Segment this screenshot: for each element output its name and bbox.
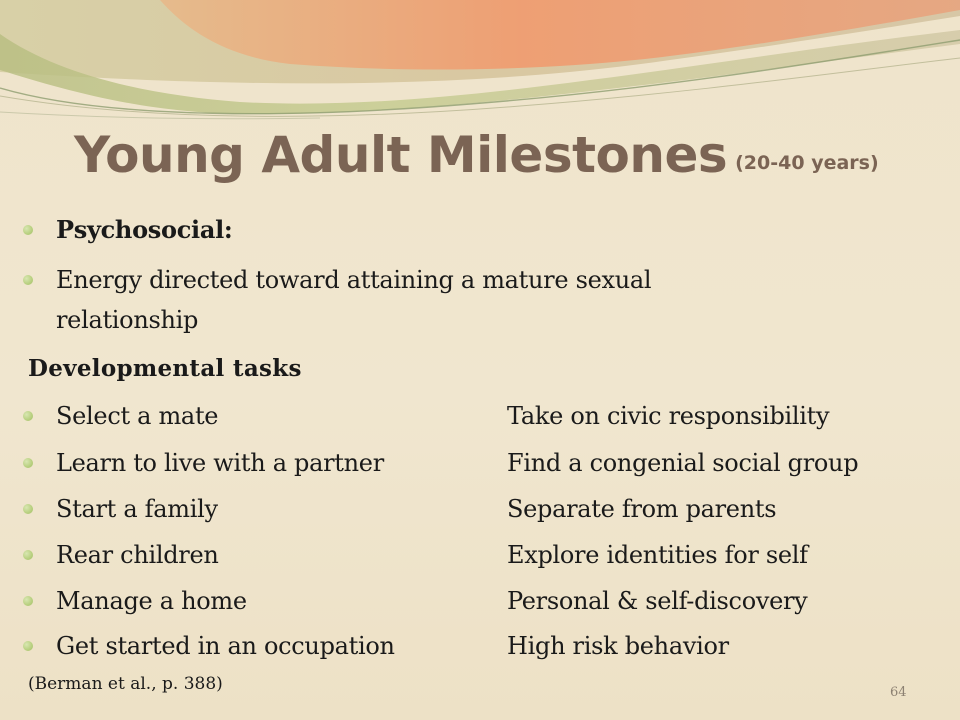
page-number: 64 (890, 685, 907, 700)
bullet-icon (23, 550, 33, 560)
bullet-icon (23, 504, 33, 514)
psychosocial-heading: Psychosocial: (56, 215, 233, 244)
bullet-icon (23, 596, 33, 606)
task-left-5: Manage a home (56, 587, 247, 615)
task-left-3: Start a family (56, 495, 218, 523)
task-right-3: Separate from parents (507, 495, 777, 523)
psychosocial-description-line-2: relationship (56, 306, 199, 334)
bullet-icon (23, 275, 33, 285)
developmental-tasks-heading: Developmental tasks (28, 355, 302, 382)
citation: (Berman et al., p. 388) (28, 674, 223, 694)
title-age-range: (20-40 years) (735, 152, 879, 174)
bullet-icon (23, 641, 33, 651)
task-left-4: Rear children (56, 541, 219, 569)
task-right-5: Personal & self-discovery (507, 587, 808, 615)
bullet-icon (23, 458, 33, 468)
title-main: Young Adult Milestones (74, 126, 728, 184)
task-right-4: Explore identities for self (507, 541, 808, 569)
task-right-6: High risk behavior (507, 632, 729, 660)
task-left-1: Select a mate (56, 402, 219, 430)
task-left-2: Learn to live with a partner (56, 449, 384, 477)
bullet-icon (23, 225, 33, 235)
task-left-6: Get started in an occupation (56, 632, 395, 660)
bullet-icon (23, 411, 33, 421)
task-right-2: Find a congenial social group (507, 449, 859, 477)
psychosocial-description-line-1: Energy directed toward attaining a mature sexual (56, 266, 652, 294)
task-right-1: Take on civic responsibility (507, 402, 830, 430)
